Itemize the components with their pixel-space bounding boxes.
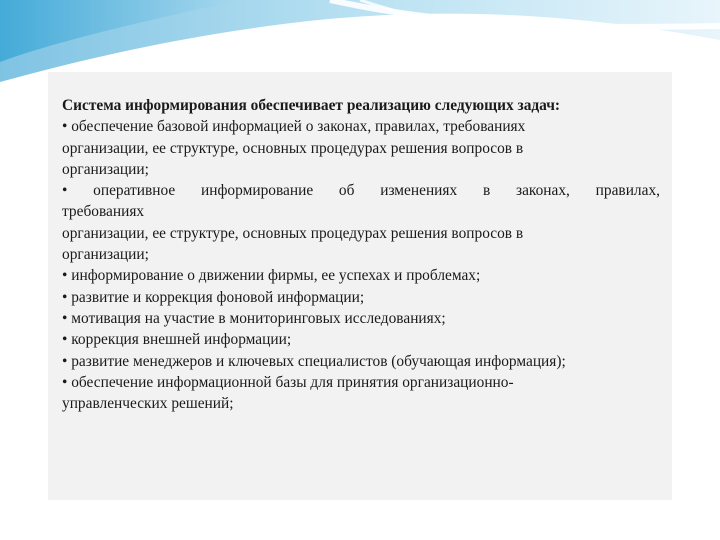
list-item: организации; [62,160,149,178]
list-item: • обеспечение базовой информацией о законах, правилах, требованиях [62,118,526,136]
list-item: • оперативное информирование об изменениях в законах, правилах, [62,182,660,200]
list-item: • обеспечение информационной базы для принятия организационно- [62,373,514,391]
list-item: организации; [62,246,149,264]
list-item: • коррекция внешней информации; [62,331,292,349]
list-item: организации, ее структуре, основных процедурах решения вопросов в [62,224,524,242]
list-item: управленческих решений; [62,395,234,413]
list-item: • мотивация на участие в мониторинговых исследованиях; [62,309,446,327]
list-item: • развитие менеджеров и ключевых специалистов (обучающая информация); [62,352,566,370]
slide-heading: Система информирования обеспечивает реализацию следующих задач: [62,97,561,114]
slide-text [62,95,660,414]
list-item: • информирование о движении фирмы, ее успехах и проблемах; [62,267,481,285]
list-item: • развитие и коррекция фоновой информации; [62,288,365,306]
list-item: организации, ее структуре, основных процедурах решения вопросов в [62,139,524,157]
list-item: требованиях [62,203,145,221]
